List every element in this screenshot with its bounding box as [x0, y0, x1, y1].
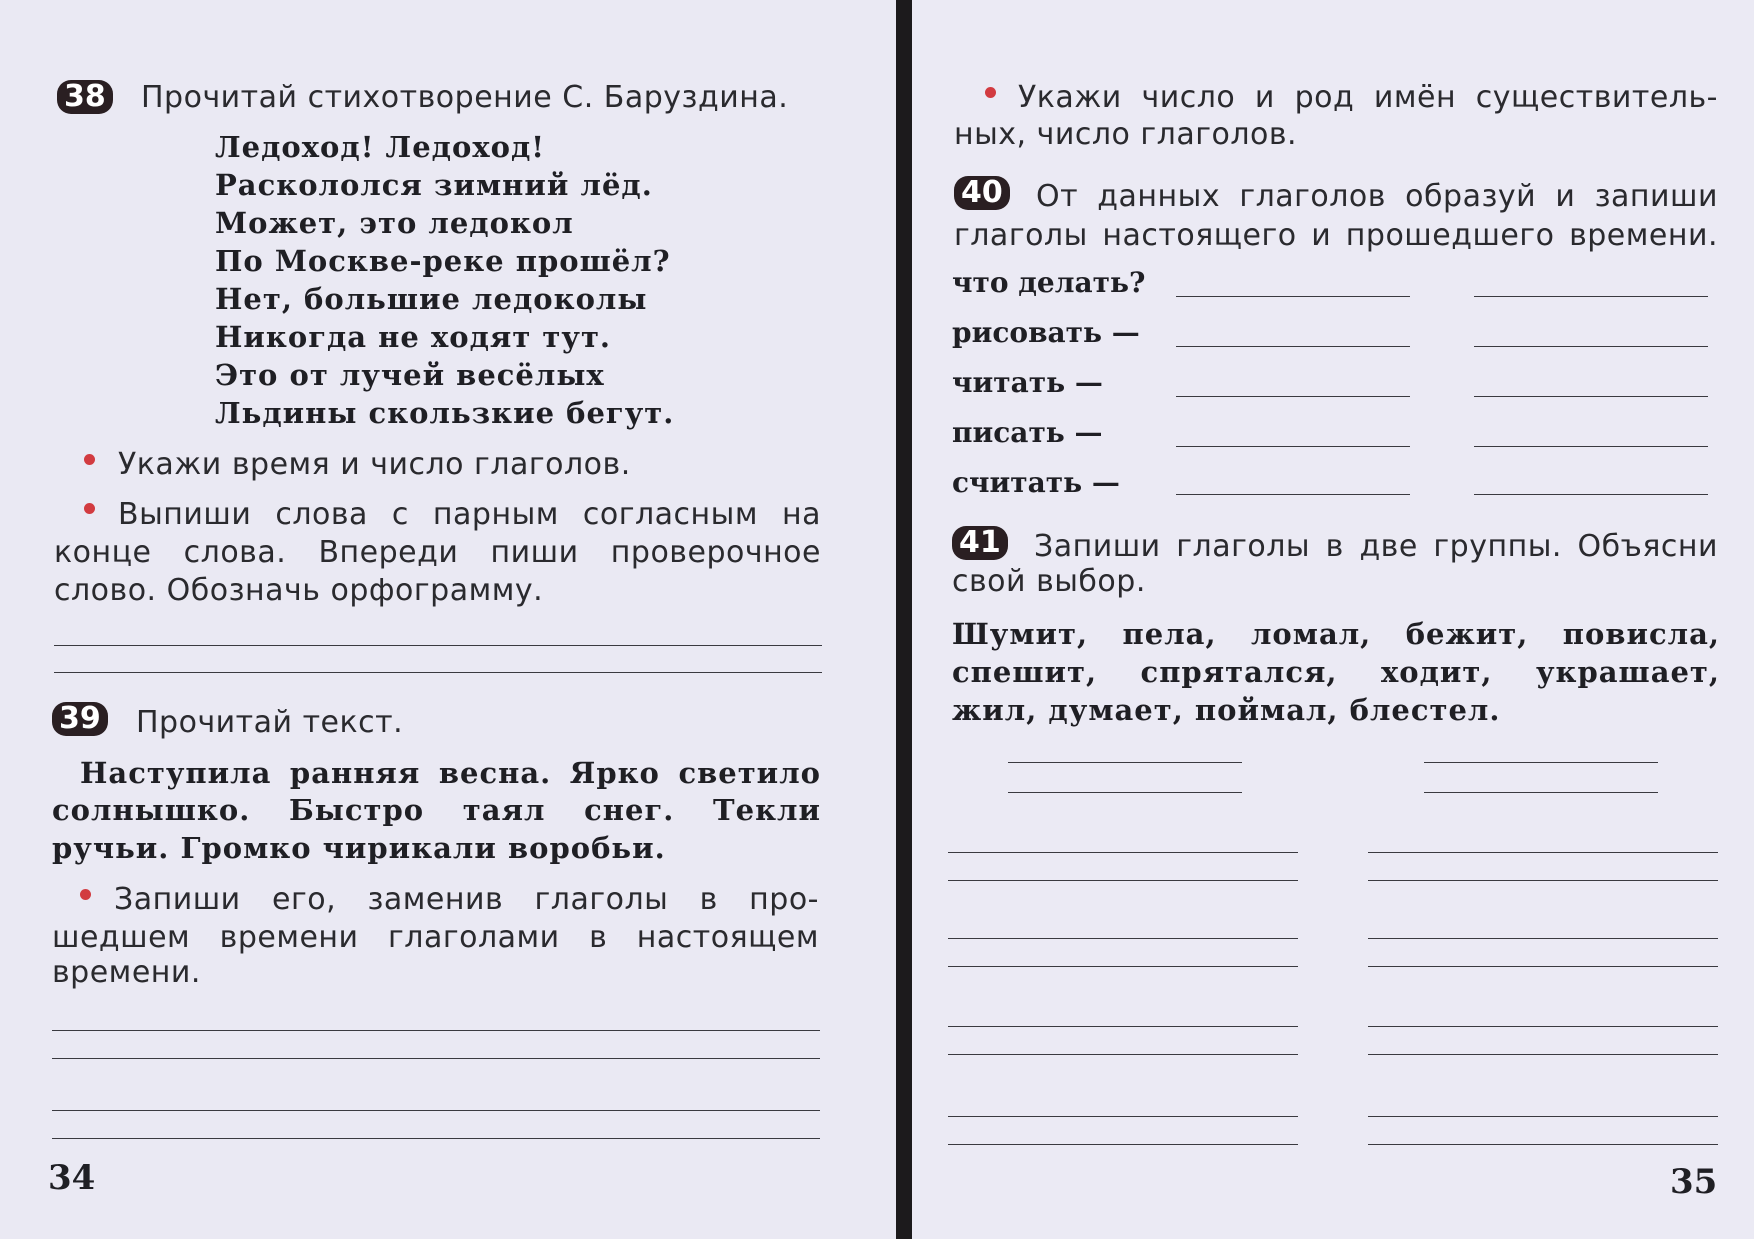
- answer-line[interactable]: [948, 938, 1298, 939]
- exercise-40-title-line: глаголы настоящего и прошедшего времени.: [954, 218, 1718, 253]
- answer-line[interactable]: [1368, 1026, 1718, 1027]
- answer-line[interactable]: [1368, 1144, 1718, 1145]
- poem-line: Это от лучей весёлых: [215, 358, 605, 392]
- answer-line[interactable]: [1176, 446, 1410, 447]
- answer-line[interactable]: [1176, 296, 1410, 297]
- answer-line[interactable]: [1474, 494, 1708, 495]
- bullet-icon: [84, 454, 95, 465]
- answer-line[interactable]: [1424, 792, 1658, 793]
- poem-line: По Москве-реке прошёл?: [215, 244, 671, 278]
- page-number: 35: [1670, 1162, 1718, 1202]
- answer-line[interactable]: [1008, 762, 1242, 763]
- exercise-39-text-line: Наступила ранняя весна. Ярко светило: [80, 756, 821, 790]
- answer-line[interactable]: [948, 1026, 1298, 1027]
- answer-line[interactable]: [948, 1144, 1298, 1145]
- exercise-40-title-line: От данных глаголов образуй и запиши: [1036, 179, 1718, 214]
- exercise-41-words-line: спешит, спрятался, ходит, украшает,: [952, 655, 1720, 689]
- answer-line[interactable]: [52, 1058, 820, 1059]
- answer-line[interactable]: [54, 645, 822, 646]
- bullet-icon: [985, 87, 996, 98]
- verb-row-label: читать —: [952, 366, 1103, 399]
- answer-line[interactable]: [1368, 880, 1718, 881]
- answer-line[interactable]: [1176, 346, 1410, 347]
- verb-row-label: считать —: [952, 466, 1120, 499]
- answer-line[interactable]: [1368, 1116, 1718, 1117]
- exercise-39-badge: 39: [52, 702, 108, 736]
- verb-row-label: что делать?: [952, 266, 1146, 299]
- exercise-41-badge: 41: [952, 526, 1008, 560]
- exercise-38-badge: 38: [57, 80, 113, 114]
- answer-line[interactable]: [1176, 494, 1410, 495]
- answer-line[interactable]: [948, 1116, 1298, 1117]
- answer-line[interactable]: [948, 880, 1298, 881]
- exercise-41-title-line: свой выбор.: [952, 564, 1146, 599]
- answer-line[interactable]: [52, 1030, 820, 1031]
- poem-line: Никогда не ходят тут.: [215, 320, 612, 354]
- answer-line[interactable]: [1368, 966, 1718, 967]
- poem: [215, 128, 685, 432]
- answer-line[interactable]: [1474, 346, 1708, 347]
- poem-line: Ледоход! Ледоход!: [215, 130, 546, 164]
- answer-line[interactable]: [1474, 446, 1708, 447]
- exercise-38-task2-line: слово. Обозначь орфограмму.: [54, 573, 544, 608]
- answer-line[interactable]: [54, 672, 822, 673]
- exercise-41-title-line: Запиши глаголы в две группы. Объясни: [1034, 529, 1718, 564]
- poem-line: Раскололся зимний лёд.: [215, 168, 653, 202]
- top-task-line: ных, число глаголов.: [954, 117, 1298, 152]
- exercise-39-text-line: ручьи. Громко чирикали воробьи.: [52, 831, 666, 865]
- answer-line[interactable]: [52, 1110, 820, 1111]
- top-task-line: Укажи число и род имён существитель-: [1018, 80, 1718, 115]
- exercise-41-words-line: Шумит, пела, ломал, бежит, повисла,: [952, 617, 1720, 651]
- verb-row-label: писать —: [952, 416, 1103, 449]
- exercise-39-text-line: солнышко. Быстро таял снег. Текли: [52, 793, 821, 827]
- exercise-38-task1: Укажи время и число глаголов.: [118, 447, 631, 482]
- answer-line[interactable]: [948, 966, 1298, 967]
- poem-line: Может, это ледокол: [215, 206, 574, 240]
- poem-line: Льдины скользкие бегут.: [215, 396, 675, 430]
- exercise-39-task-line: Запиши его, заменив глаголы в про-: [114, 882, 819, 917]
- exercise-39-task-line: времени.: [52, 955, 201, 990]
- answer-line[interactable]: [948, 1054, 1298, 1055]
- bullet-icon: [80, 889, 91, 900]
- verb-row-label: рисовать —: [952, 316, 1140, 349]
- exercise-38-title: Прочитай стихотворение С. Баруздина.: [141, 80, 789, 115]
- answer-line[interactable]: [1368, 938, 1718, 939]
- exercise-39-title: Прочитай текст.: [136, 705, 404, 740]
- page-number: 34: [48, 1158, 96, 1198]
- answer-line[interactable]: [1474, 296, 1708, 297]
- exercise-38-task2-line: Выпиши слова с парным согласным на: [118, 497, 821, 532]
- bullet-icon: [84, 503, 95, 514]
- answer-line[interactable]: [1424, 762, 1658, 763]
- right-page: [912, 0, 1754, 1239]
- answer-line[interactable]: [1368, 1054, 1718, 1055]
- exercise-40-badge: 40: [954, 176, 1010, 210]
- answer-line[interactable]: [1474, 396, 1708, 397]
- answer-line[interactable]: [1008, 792, 1242, 793]
- exercise-38-task2-line: конце слова. Впереди пиши проверочное: [54, 535, 821, 570]
- answer-line[interactable]: [1176, 396, 1410, 397]
- exercise-41-words-line: жил, думает, поймал, блестел.: [952, 693, 1501, 727]
- answer-line[interactable]: [52, 1138, 820, 1139]
- poem-line: Нет, большие ледоколы: [215, 282, 648, 316]
- answer-line[interactable]: [948, 852, 1298, 853]
- answer-line[interactable]: [1368, 852, 1718, 853]
- exercise-39-task-line: шедшем времени глаголами в настоящем: [52, 920, 819, 955]
